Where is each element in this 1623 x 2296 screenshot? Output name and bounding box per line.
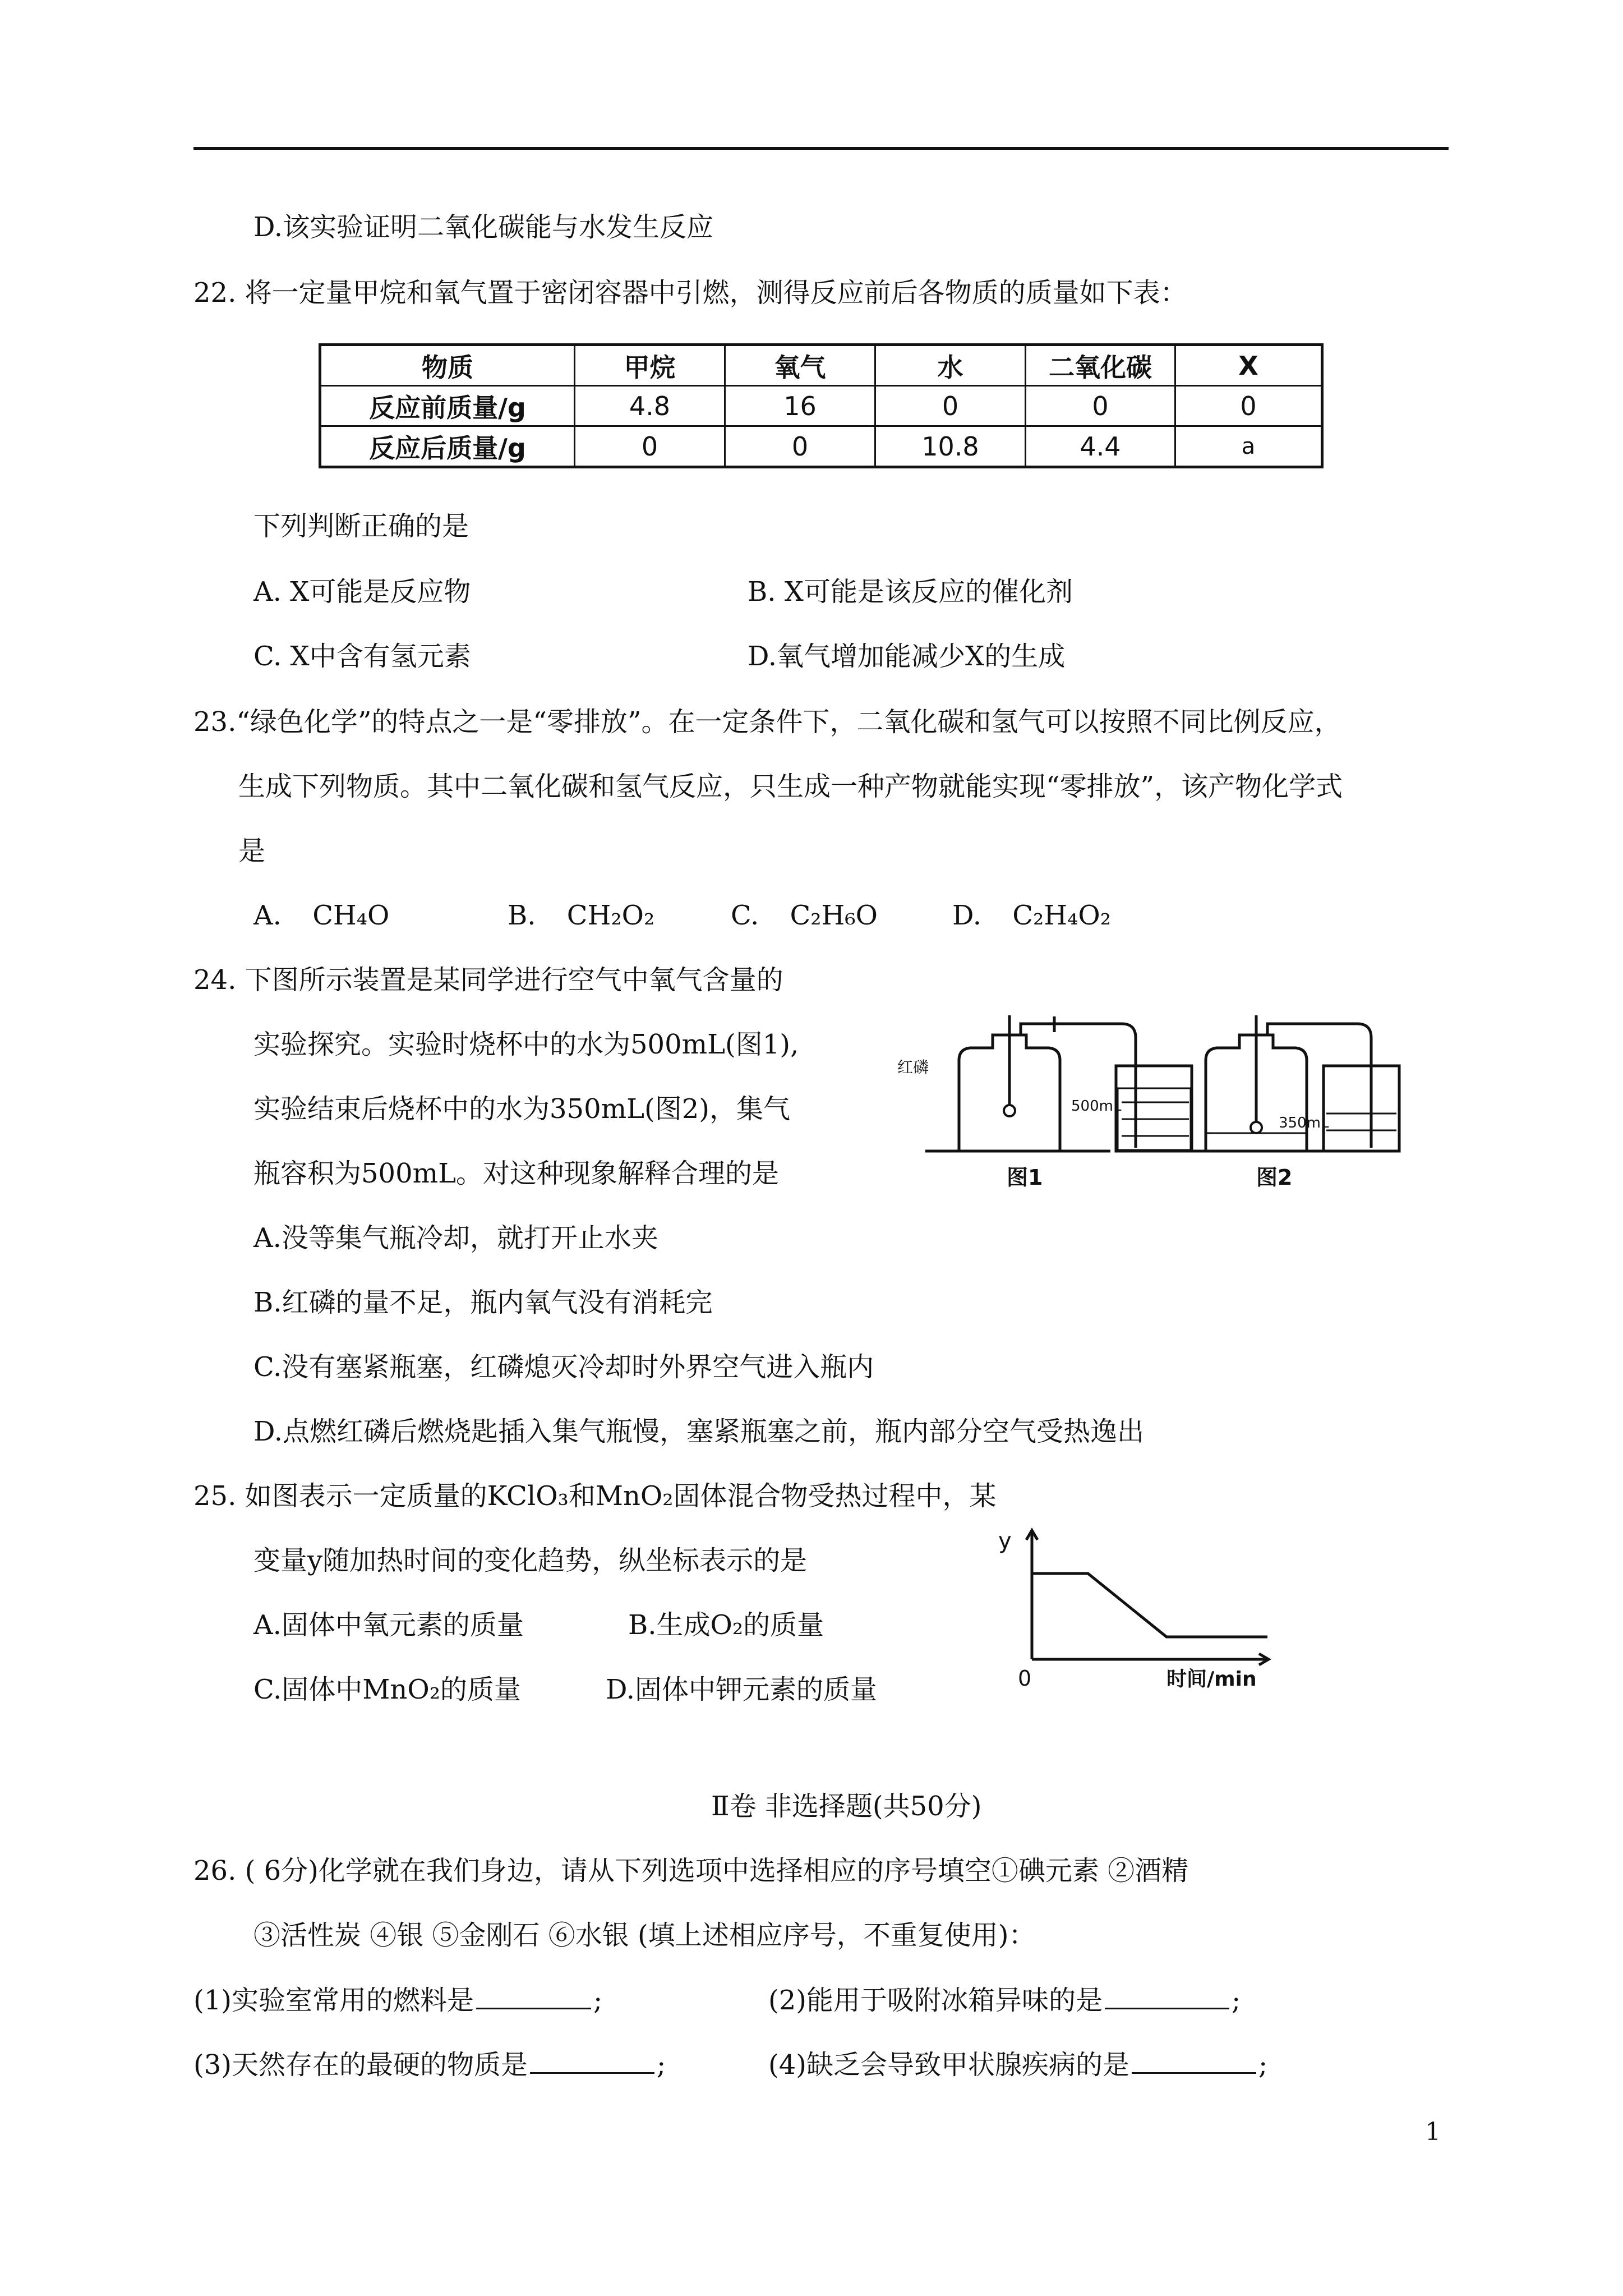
q23-option-c-formula: C₂H₆O (790, 900, 878, 931)
q22-option-a: A. X可能是反应物 (253, 576, 471, 608)
q23-option-b-formula: CH₂O₂ (566, 900, 655, 931)
q23-option-b (508, 899, 654, 932)
table-cell: 0 (725, 426, 875, 467)
q26-subq3 (193, 2047, 666, 2082)
q25-option-c: C.固体中MnO₂的质量 (253, 1674, 521, 1705)
fig1-volume-label: 500mL (1071, 1098, 1122, 1115)
q26-subq2-text: (2)能用于吸附冰箱异味的是 (768, 1985, 1103, 2016)
q23-option-a-formula: CH₄O (312, 900, 390, 931)
q26-subq1 (193, 1983, 602, 2017)
q24-option-c: C.没有塞紧瓶塞，红磷熄灭冷却时外界空气进入瓶内 (253, 1351, 874, 1383)
q25-trend-graph (987, 1515, 1279, 1694)
table-cell: 4.4 (1026, 426, 1175, 467)
q23-option-a (253, 899, 389, 932)
q23-option-a-label: A. (253, 900, 282, 931)
q22-stem: 22. 将一定量甲烷和氧气置于密闭容器中引燃，测得反应前后各物质的质量如下表： (193, 277, 1187, 309)
page-number: 1 (1425, 2118, 1441, 2146)
q24-line2: 实验探究。实验时烧杯中的水为500mL(图1), (253, 1029, 799, 1060)
q26-line2: ③活性炭 ④银 ⑤金刚石 ⑥水银 (填上述相应序号，不重复使用)： (253, 1920, 1036, 1951)
q26-subq1-text: (1)实验室常用的燃料是 (193, 1985, 474, 2016)
answer-blank[interactable] (1105, 1983, 1229, 2009)
q23-option-d-label: D. (952, 900, 982, 931)
q25-option-b: B.生成O₂的质量 (628, 1609, 824, 1641)
oxygen-content-apparatus-figure (886, 1015, 1447, 1228)
q23-option-c (731, 899, 878, 932)
q22-mass-table (319, 343, 1324, 468)
red-phosphorus-label: 红磷 (897, 1058, 929, 1076)
q24-line3: 实验结束后烧杯中的水为350mL(图2)，集气 (253, 1093, 791, 1125)
q26-line1: 26. ( 6分)化学就在我们身边，请从下列选项中选择相应的序号填空①碘元素 ②酒精 (193, 1855, 1189, 1887)
separator: ; (1232, 1985, 1241, 2016)
x-axis-label: 时间/min (1166, 1668, 1257, 1691)
answer-blank[interactable] (476, 1983, 591, 2009)
q24-option-b: B.红磷的量不足，瓶内氧气没有消耗完 (253, 1287, 713, 1318)
table-header-row (320, 345, 1322, 386)
q25-option-a: A.固体中氧元素的质量 (253, 1609, 524, 1641)
table-header-cell: 二氧化碳 (1026, 345, 1175, 386)
q22-option-d: D.氧气增加能减少X的生成 (748, 641, 1066, 672)
table-header-cell: 氧气 (725, 345, 875, 386)
table-cell: 10.8 (875, 426, 1026, 467)
answer-blank[interactable] (530, 2047, 654, 2074)
table-cell: 反应后质量/g (320, 426, 575, 467)
fig2-caption: 图2 (1256, 1165, 1293, 1190)
section-2-title: Ⅱ卷 非选择题(共50分) (711, 1791, 982, 1822)
separator: ; (1258, 2049, 1268, 2081)
q24-option-d: D.点燃红磷后燃烧匙插入集气瓶慢，塞紧瓶塞之前，瓶内部分空气受热逸出 (253, 1416, 1145, 1447)
table-row (320, 386, 1322, 426)
q23-option-b-label: B. (508, 900, 536, 931)
q26-subq2 (768, 1983, 1241, 2017)
q21-option-d: D.该实验证明二氧化碳能与水发生反应 (253, 211, 714, 243)
table-cell: 0 (1175, 386, 1322, 426)
q24-option-a: A.没等集气瓶冷却，就打开止水夹 (253, 1222, 658, 1254)
q26-subq4-text: (4)缺乏会导致甲状腺疾病的是 (768, 2049, 1129, 2081)
q25-line2: 变量y随加热时间的变化趋势，纵坐标表示的是 (253, 1545, 808, 1576)
q24-line4: 瓶容积为500mL。对这种现象解释合理的是 (253, 1158, 780, 1189)
table-header-cell: 物质 (320, 345, 575, 386)
table-header-cell: 甲烷 (575, 345, 725, 386)
trend-line (1032, 1573, 1267, 1637)
q22-prompt: 下列判断正确的是 (253, 510, 469, 542)
q24-line1: 24. 下图所示装置是某同学进行空气中氧气含量的 (193, 964, 783, 996)
table-cell: 0 (575, 426, 725, 467)
q23-line2: 生成下列物质。其中二氧化碳和氢气反应，只生成一种产物就能实现“零排放”，该产物化学式 (238, 771, 1343, 802)
q26-subq4 (768, 2047, 1267, 2082)
table-header-cell: X (1175, 345, 1322, 386)
fig2-volume-label: 350mL (1279, 1115, 1329, 1131)
fig1-caption: 图1 (1007, 1165, 1043, 1190)
header-rule (193, 147, 1449, 150)
table-cell: 0 (1026, 386, 1175, 426)
q23-option-d-formula: C₂H₄O₂ (1012, 900, 1111, 931)
q23-line3: 是 (238, 835, 266, 867)
table-cell: 反应前质量/g (320, 386, 575, 426)
separator: ; (593, 1985, 603, 2016)
q22-option-c: C. X中含有氢元素 (253, 641, 471, 672)
table-cell: a (1175, 426, 1322, 467)
q23-option-c-label: C. (731, 900, 759, 931)
table-cell: 0 (875, 386, 1026, 426)
y-axis-label: y (998, 1528, 1012, 1554)
table-cell: 16 (725, 386, 875, 426)
q25-line1: 25. 如图表示一定质量的KClO₃和MnO₂固体混合物受热过程中，某 (193, 1480, 997, 1512)
q26-subq3-text: (3)天然存在的最硬的物质是 (193, 2049, 528, 2081)
answer-blank[interactable] (1132, 2047, 1256, 2074)
separator: ; (657, 2049, 666, 2081)
table-cell: 4.8 (575, 386, 725, 426)
q22-option-b: B. X可能是该反应的催化剂 (748, 576, 1073, 608)
q25-option-d: D.固体中钾元素的质量 (606, 1674, 878, 1705)
q23-line1: 23.“绿色化学”的特点之一是“零排放”。在一定条件下，二氧化碳和氢气可以按照不同比例反应， (193, 706, 1341, 738)
table-row (320, 426, 1322, 467)
q23-option-d (952, 899, 1111, 932)
origin-label: 0 (1018, 1666, 1032, 1691)
table-header-cell: 水 (875, 345, 1026, 386)
